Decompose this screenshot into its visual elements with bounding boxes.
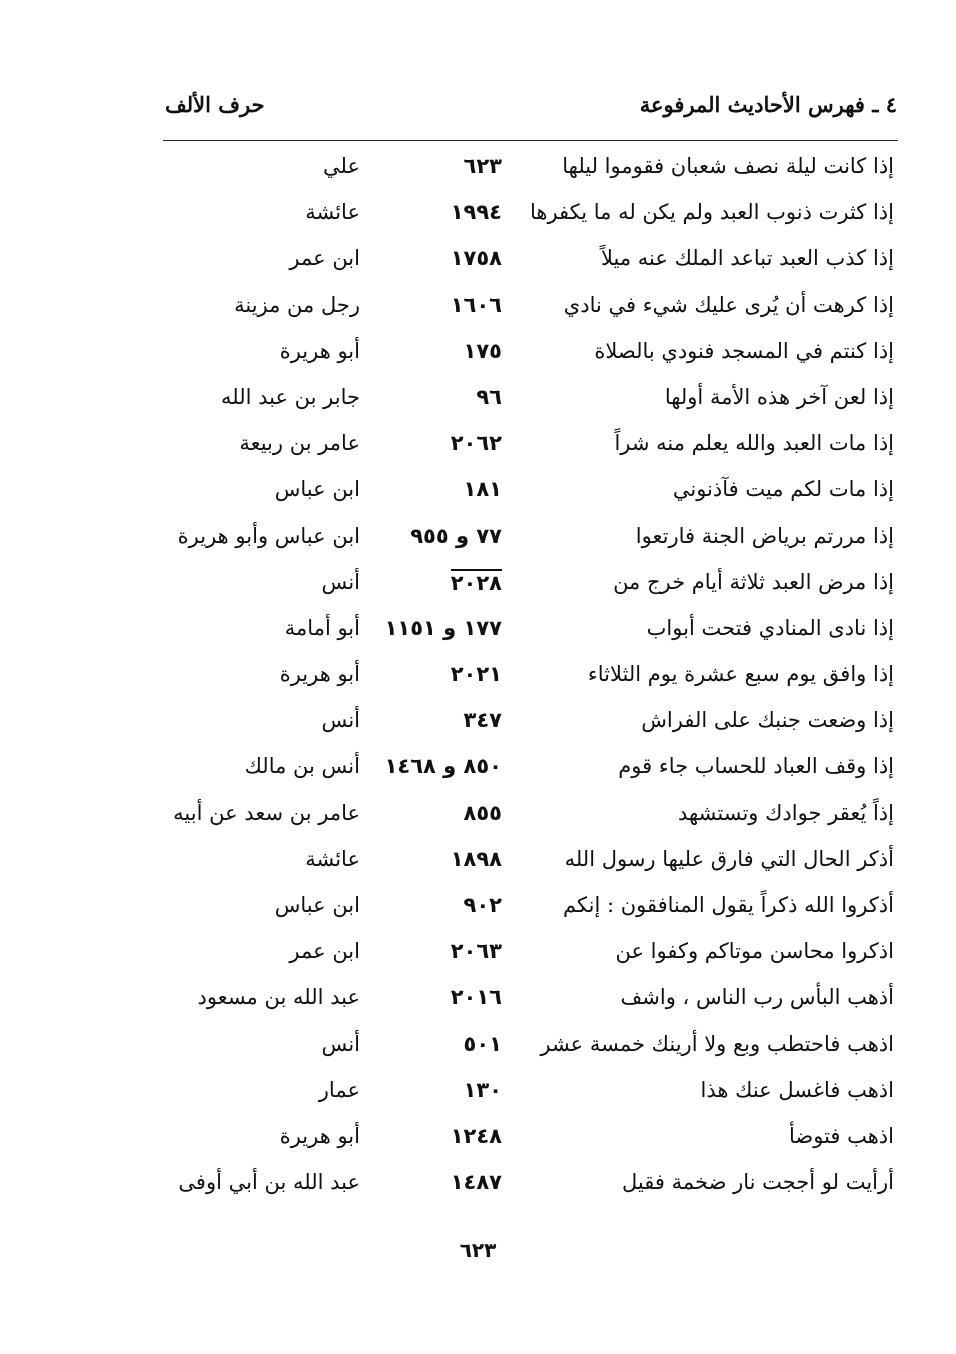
page-header <box>165 92 897 132</box>
hadith-text: اذهب فاغسل عنك هذا <box>700 1077 894 1102</box>
narrator: عبد الله بن أبي أوفى <box>178 1170 360 1195</box>
table-row <box>160 335 900 381</box>
hadith-text: إذا كنتم في المسجد فنودي بالصلاة <box>594 338 894 363</box>
table-row <box>160 612 900 658</box>
hadith-number: ١٨٩٨ <box>450 846 502 871</box>
narrator: ابن عمر <box>289 246 360 271</box>
narrator: علي <box>323 154 360 178</box>
table-row <box>160 1120 900 1166</box>
narrator: أنس <box>321 569 360 594</box>
hadith-number: ٨٥٠ و ١٤٦٨ <box>384 754 502 779</box>
hadith-number: ٢٠١٦ <box>450 985 502 1010</box>
hadith-text: إذا مرض العبد ثلاثة أيام خرج من <box>613 569 894 594</box>
hadith-number: ١٧٥٨ <box>450 246 502 271</box>
hadith-text: إذا كانت ليلة نصف شعبان فقوموا ليلها <box>562 154 894 178</box>
narrator: عامر بن ربيعة <box>239 431 360 456</box>
table-row <box>160 242 900 288</box>
hadith-text: اذهب فاحتطب وبع ولا أرينك خمسة عشر <box>540 1031 894 1056</box>
hadith-number: ١٤٨٧ <box>450 1170 502 1195</box>
hadith-number: ٢٠٢١ <box>450 662 502 687</box>
narrator: أبو هريرة <box>279 338 360 363</box>
narrator: أبو أمامة <box>284 615 360 640</box>
hadith-text: إذا كذب العبد تباعد الملك عنه ميلاً <box>601 246 894 271</box>
narrator: عامر بن سعد عن أبيه <box>173 800 360 825</box>
hadith-number: ١٧٥ <box>463 338 502 363</box>
hadith-number: ٢٠٦٢ <box>450 431 502 456</box>
table-row <box>160 566 900 612</box>
section-title: ٤ ـ فهرس الأحاديث المرفوعة <box>639 92 897 117</box>
hadith-text: إذا مررتم برياض الجنة فارتعوا <box>635 523 894 548</box>
hadith-text: أرأيت لو أججت نار ضخمة فقيل <box>622 1170 894 1195</box>
hadith-text: إذا وقف العباد للحساب جاء قوم <box>618 754 894 779</box>
narrator: عائشة <box>305 846 360 871</box>
hadith-text: أذهب البأس رب الناس ، واشف <box>620 985 894 1010</box>
hadith-number: ١٩٩٤ <box>450 200 502 225</box>
table-row <box>160 658 900 704</box>
table-row <box>160 750 900 796</box>
narrator: جابر بن عبد الله <box>220 384 360 409</box>
hadith-number: ٢٠٢٨ <box>450 570 502 595</box>
narrator: رجل من مزينة <box>234 292 360 317</box>
table-row <box>160 843 900 889</box>
narrator: ابن عباس <box>274 477 360 502</box>
narrator: أبو هريرة <box>279 1123 360 1148</box>
narrator: أنس <box>321 1031 360 1056</box>
index-table <box>160 150 900 1212</box>
hadith-number: ٢٠٦٣ <box>450 939 502 964</box>
table-row <box>160 1166 900 1212</box>
hadith-text: اذكروا محاسن موتاكم وكفوا عن <box>615 939 894 964</box>
narrator: أبو هريرة <box>279 662 360 687</box>
hadith-text: إذا نادى المنادي فتحت أبواب <box>646 615 894 640</box>
hadith-text: اذهب فتوضأ <box>788 1123 894 1148</box>
page-number: ٦٢٣ <box>459 1238 497 1262</box>
table-row <box>160 704 900 750</box>
table-row <box>160 427 900 473</box>
narrator: أنس بن مالك <box>244 754 360 779</box>
hadith-number: ٨٥٥ <box>463 800 502 825</box>
hadith-number: ٣٤٧ <box>463 708 502 733</box>
narrator: أنس <box>321 708 360 733</box>
hadith-text: إذا كثرت ذنوب العبد ولم يكن له ما يكفرها <box>529 200 894 225</box>
table-row <box>160 1074 900 1120</box>
hadith-number: ١٧٧ و ١١٥١ <box>384 615 502 640</box>
hadith-number: ١٢٤٨ <box>450 1123 502 1148</box>
hadith-text: إذا كرهت أن يُرى عليك شيء في نادي <box>563 292 894 317</box>
table-row <box>160 289 900 335</box>
narrator: ابن عباس <box>274 893 360 917</box>
hadith-number: ٧٧ و ٩٥٥ <box>410 523 502 548</box>
letter-title: حرف الألف <box>165 92 265 117</box>
header-rule <box>163 140 898 141</box>
hadith-text: إذا لعن آخر هذه الأمة أولها <box>664 384 894 409</box>
narrator: ابن عباس وأبو هريرة <box>177 523 360 548</box>
narrator: ابن عمر <box>289 939 360 964</box>
table-row <box>160 935 900 981</box>
narrator: عائشة <box>305 200 360 225</box>
table-row <box>160 381 900 427</box>
hadith-text: إذا وافق يوم سبع عشرة يوم الثلاثاء <box>587 662 894 687</box>
hadith-number: ٩٦ <box>476 384 502 409</box>
table-row <box>160 196 900 242</box>
hadith-text: إذا مات لكم ميت فآذنوني <box>672 477 894 502</box>
hadith-number: ٩٠٢ <box>463 893 502 917</box>
hadith-text: إذا مات العبد والله يعلم منه شراً <box>614 431 894 456</box>
table-row <box>160 981 900 1027</box>
hadith-text: إذا وضعت جنبك على الفراش <box>641 708 894 733</box>
hadith-text: أذكروا الله ذكراً يقول المنافقون : إنكم <box>563 893 894 917</box>
narrator: عمار <box>318 1077 360 1102</box>
hadith-text: إذاً يُعقر جوادك وتستشهد <box>677 800 894 825</box>
hadith-number: ١٨١ <box>463 477 502 502</box>
hadith-number: ١٣٠ <box>463 1077 502 1102</box>
hadith-number: ٥٠١ <box>463 1031 502 1056</box>
table-row <box>160 473 900 519</box>
table-row <box>160 797 900 843</box>
hadith-number: ٦٢٣ <box>463 154 502 178</box>
table-row <box>160 520 900 566</box>
table-row <box>160 1028 900 1074</box>
narrator: عبد الله بن مسعود <box>197 985 360 1010</box>
hadith-text: أذكر الحال التي فارق عليها رسول الله <box>564 846 894 871</box>
table-row <box>160 150 900 196</box>
hadith-number: ١٦٠٦ <box>450 292 502 317</box>
table-row <box>160 889 900 935</box>
